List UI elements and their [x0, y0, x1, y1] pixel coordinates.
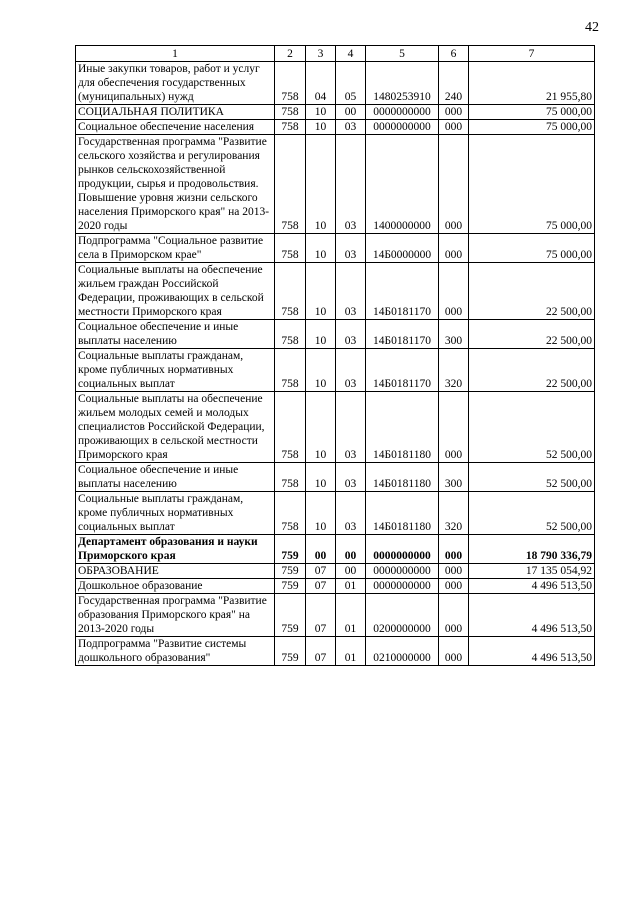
row-code-6-cell: 000 — [439, 105, 469, 120]
row-code-4-cell: 01 — [336, 594, 366, 637]
row-code-5-cell: 0210000000 — [366, 637, 439, 666]
row-code-2-cell: 758 — [275, 263, 306, 320]
row-name-cell: Иные закупки товаров, работ и услуг для обеспечения государственных (муниципальных) нужд — [76, 62, 275, 105]
row-code-3-cell: 10 — [306, 135, 336, 234]
table-row — [76, 463, 595, 492]
row-name-cell: Социальные выплаты гражданам, кроме публичных нормативных социальных выплат — [76, 349, 275, 392]
row-code-2-cell: 758 — [275, 320, 306, 349]
table-row — [76, 234, 595, 263]
row-amount-cell: 22 500,00 — [469, 263, 595, 320]
row-code-5-cell: 14Б0181180 — [366, 463, 439, 492]
table-row — [76, 392, 595, 463]
row-code-2-cell: 759 — [275, 637, 306, 666]
row-amount-cell: 18 790 336,79 — [469, 535, 595, 564]
row-code-4-cell: 00 — [336, 105, 366, 120]
row-code-6-cell: 000 — [439, 637, 469, 666]
row-code-3-cell: 10 — [306, 234, 336, 263]
row-amount-cell: 52 500,00 — [469, 492, 595, 535]
row-code-6-cell: 000 — [439, 120, 469, 135]
col-header-6: 6 — [439, 46, 469, 62]
row-code-4-cell: 03 — [336, 263, 366, 320]
row-name-cell: Государственная программа "Развитие образования Приморского края" на 2013-2020 годы — [76, 594, 275, 637]
col-header-7: 7 — [469, 46, 595, 62]
row-code-3-cell: 10 — [306, 392, 336, 463]
table-row — [76, 535, 595, 564]
row-code-2-cell: 758 — [275, 120, 306, 135]
table-row — [76, 349, 595, 392]
row-name-cell: Социальные выплаты на обеспечение жильем молодых семей и молодых специалистов Российской Федерации, проживающих в сельской местности Приморского края — [76, 392, 275, 463]
row-code-4-cell: 03 — [336, 349, 366, 392]
table-row — [76, 62, 595, 105]
row-code-5-cell: 14Б0181170 — [366, 263, 439, 320]
row-code-5-cell: 0000000000 — [366, 579, 439, 594]
row-code-3-cell: 10 — [306, 463, 336, 492]
page-number: 42 — [585, 20, 599, 35]
header-row — [76, 46, 595, 62]
row-code-3-cell: 07 — [306, 637, 336, 666]
table-body — [76, 62, 595, 666]
row-code-2-cell: 758 — [275, 105, 306, 120]
row-amount-cell: 75 000,00 — [469, 135, 595, 234]
row-code-2-cell: 758 — [275, 135, 306, 234]
row-code-5-cell: 0000000000 — [366, 105, 439, 120]
row-code-6-cell: 240 — [439, 62, 469, 105]
row-code-4-cell: 01 — [336, 637, 366, 666]
row-name-cell: Департамент образования и науки Приморского края — [76, 535, 275, 564]
table-row — [76, 120, 595, 135]
row-code-5-cell: 1400000000 — [366, 135, 439, 234]
row-code-2-cell: 758 — [275, 349, 306, 392]
row-amount-cell: 22 500,00 — [469, 349, 595, 392]
table-row — [76, 135, 595, 234]
row-name-cell: ОБРАЗОВАНИЕ — [76, 564, 275, 579]
table-row — [76, 263, 595, 320]
row-code-3-cell: 04 — [306, 62, 336, 105]
table-row — [76, 637, 595, 666]
row-code-4-cell: 03 — [336, 320, 366, 349]
row-amount-cell: 17 135 054,92 — [469, 564, 595, 579]
row-code-3-cell: 10 — [306, 105, 336, 120]
row-code-3-cell: 07 — [306, 594, 336, 637]
row-code-4-cell: 03 — [336, 463, 366, 492]
row-code-6-cell: 000 — [439, 135, 469, 234]
col-header-5: 5 — [366, 46, 439, 62]
row-code-4-cell: 03 — [336, 135, 366, 234]
row-code-4-cell: 00 — [336, 564, 366, 579]
row-code-2-cell: 759 — [275, 564, 306, 579]
row-code-6-cell: 000 — [439, 234, 469, 263]
row-code-3-cell: 07 — [306, 579, 336, 594]
row-code-3-cell: 10 — [306, 492, 336, 535]
table-row — [76, 105, 595, 120]
row-code-4-cell: 03 — [336, 234, 366, 263]
row-amount-cell: 4 496 513,50 — [469, 579, 595, 594]
row-amount-cell: 75 000,00 — [469, 120, 595, 135]
row-code-2-cell: 758 — [275, 492, 306, 535]
row-name-cell: Социальное обеспечение и иные выплаты населению — [76, 320, 275, 349]
row-code-4-cell: 03 — [336, 120, 366, 135]
row-code-3-cell: 10 — [306, 349, 336, 392]
row-code-5-cell: 14Б0181180 — [366, 392, 439, 463]
row-amount-cell: 21 955,80 — [469, 62, 595, 105]
row-code-2-cell: 759 — [275, 579, 306, 594]
row-code-4-cell: 05 — [336, 62, 366, 105]
row-name-cell: Дошкольное образование — [76, 579, 275, 594]
row-code-5-cell: 14Б0181170 — [366, 349, 439, 392]
row-code-4-cell: 03 — [336, 392, 366, 463]
row-code-2-cell: 759 — [275, 594, 306, 637]
row-name-cell: СОЦИАЛЬНАЯ ПОЛИТИКА — [76, 105, 275, 120]
row-code-6-cell: 000 — [439, 579, 469, 594]
row-code-5-cell: 0000000000 — [366, 120, 439, 135]
row-code-5-cell: 14Б0000000 — [366, 234, 439, 263]
table-row — [76, 564, 595, 579]
row-code-2-cell: 758 — [275, 234, 306, 263]
row-code-6-cell: 320 — [439, 349, 469, 392]
budget-table — [75, 45, 595, 666]
row-code-3-cell: 10 — [306, 120, 336, 135]
row-code-6-cell: 320 — [439, 492, 469, 535]
row-code-2-cell: 758 — [275, 62, 306, 105]
row-name-cell: Социальные выплаты на обеспечение жильем граждан Российской Федерации, проживающих в сельской местности Приморского края — [76, 263, 275, 320]
row-amount-cell: 22 500,00 — [469, 320, 595, 349]
row-code-2-cell: 759 — [275, 535, 306, 564]
row-code-5-cell: 1480253910 — [366, 62, 439, 105]
row-name-cell: Социальные выплаты гражданам, кроме публичных нормативных социальных выплат — [76, 492, 275, 535]
col-header-2: 2 — [275, 46, 306, 62]
row-code-3-cell: 10 — [306, 263, 336, 320]
row-code-6-cell: 000 — [439, 564, 469, 579]
row-name-cell: Подпрограмма "Социальное развитие села в Приморском крае" — [76, 234, 275, 263]
row-code-4-cell: 00 — [336, 535, 366, 564]
row-amount-cell: 75 000,00 — [469, 234, 595, 263]
table-row — [76, 579, 595, 594]
row-code-6-cell: 300 — [439, 320, 469, 349]
row-code-3-cell: 10 — [306, 320, 336, 349]
row-code-4-cell: 01 — [336, 579, 366, 594]
table-row — [76, 492, 595, 535]
row-code-5-cell: 0200000000 — [366, 594, 439, 637]
row-amount-cell: 4 496 513,50 — [469, 594, 595, 637]
table-row — [76, 320, 595, 349]
row-name-cell: Социальное обеспечение населения — [76, 120, 275, 135]
row-code-6-cell: 000 — [439, 263, 469, 320]
row-code-2-cell: 758 — [275, 392, 306, 463]
row-code-3-cell: 00 — [306, 535, 336, 564]
row-code-6-cell: 000 — [439, 535, 469, 564]
row-code-6-cell: 300 — [439, 463, 469, 492]
row-code-4-cell: 03 — [336, 492, 366, 535]
row-code-3-cell: 07 — [306, 564, 336, 579]
table-row — [76, 594, 595, 637]
row-amount-cell: 75 000,00 — [469, 105, 595, 120]
row-code-5-cell: 14Б0181180 — [366, 492, 439, 535]
row-amount-cell: 4 496 513,50 — [469, 637, 595, 666]
col-header-4: 4 — [336, 46, 366, 62]
row-code-5-cell: 0000000000 — [366, 564, 439, 579]
row-code-2-cell: 758 — [275, 463, 306, 492]
row-code-6-cell: 000 — [439, 594, 469, 637]
row-amount-cell: 52 500,00 — [469, 463, 595, 492]
col-header-1: 1 — [76, 46, 275, 62]
row-name-cell: Подпрограмма "Развитие системы дошкольного образования" — [76, 637, 275, 666]
row-code-5-cell: 0000000000 — [366, 535, 439, 564]
row-code-6-cell: 000 — [439, 392, 469, 463]
col-header-3: 3 — [306, 46, 336, 62]
row-name-cell: Социальное обеспечение и иные выплаты населению — [76, 463, 275, 492]
row-amount-cell: 52 500,00 — [469, 392, 595, 463]
row-code-5-cell: 14Б0181170 — [366, 320, 439, 349]
row-name-cell: Государственная программа "Развитие сельского хозяйства и регулирования рынков сельскохозяйственной продукции, сырья и продовольствия. Повышение уровня жизни сельского населения Приморского края" на 2013-2020 годы — [76, 135, 275, 234]
